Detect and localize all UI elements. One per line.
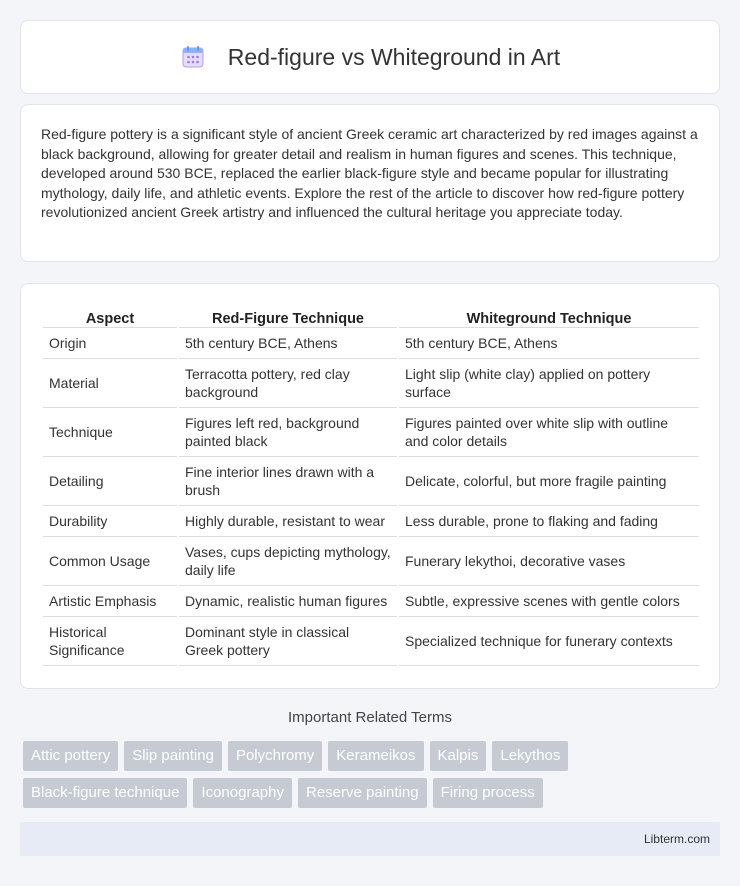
table-cell: Fine interior lines drawn with a brush <box>179 457 397 506</box>
intro-card <box>20 104 720 262</box>
table-cell: Specialized technique for funerary contexts <box>399 617 699 666</box>
column-header: Red-Figure Technique <box>179 304 397 328</box>
table-cell: Highly durable, resistant to wear <box>179 506 397 537</box>
tag-row <box>23 778 723 808</box>
table-cell: Detailing <box>43 457 177 506</box>
table-row <box>43 506 699 537</box>
table-cell: Dominant style in classical Greek pottery <box>179 617 397 666</box>
table-cell: Common Usage <box>43 537 177 586</box>
table-cell: Figures left red, background painted black <box>179 408 397 457</box>
tag-kalpis[interactable]: Kalpis <box>430 741 487 771</box>
tag-slip-painting[interactable]: Slip painting <box>124 741 222 771</box>
table-cell: Artistic Emphasis <box>43 586 177 617</box>
table-cell: Delicate, colorful, but more fragile painting <box>399 457 699 506</box>
footer-brand[interactable]: Libterm.com <box>643 832 710 846</box>
table-row <box>43 408 699 457</box>
table-cell: Figures painted over white slip with outline and color details <box>399 408 699 457</box>
table-cell: 5th century BCE, Athens <box>399 328 699 359</box>
table-cell: 5th century BCE, Athens <box>179 328 397 359</box>
table-row <box>43 537 699 586</box>
comparison-table <box>41 304 701 666</box>
related-terms-title: Important Related Terms <box>288 709 452 726</box>
table-cell: Less durable, prone to flaking and fading <box>399 506 699 537</box>
table-cell: Light slip (white clay) applied on pottery surface <box>399 359 699 408</box>
tag-row <box>23 741 723 771</box>
comparison-table-card <box>20 283 720 689</box>
table-cell: Technique <box>43 408 177 457</box>
tag-black-figure-technique[interactable]: Black-figure technique <box>23 778 187 808</box>
table-row <box>43 359 699 408</box>
tag-attic-pottery[interactable]: Attic pottery <box>23 741 118 771</box>
table-row <box>43 586 699 617</box>
footer <box>20 822 720 856</box>
table-cell: Origin <box>43 328 177 359</box>
page-title: Red-figure vs Whiteground in Art <box>227 43 561 70</box>
table-row <box>43 328 699 359</box>
tag-polychromy[interactable]: Polychromy <box>228 741 322 771</box>
table-cell: Terracotta pottery, red clay background <box>179 359 397 408</box>
column-header: Whiteground Technique <box>399 304 699 328</box>
column-header: Aspect <box>43 304 177 328</box>
related-terms-tags <box>23 741 723 815</box>
tag-reserve-painting[interactable]: Reserve painting <box>298 778 427 808</box>
table-cell: Material <box>43 359 177 408</box>
table-cell: Subtle, expressive scenes with gentle colors <box>399 586 699 617</box>
table-row <box>43 457 699 506</box>
tag-firing-process[interactable]: Firing process <box>433 778 543 808</box>
table-cell: Dynamic, realistic human figures <box>179 586 397 617</box>
table-header-row <box>43 304 699 328</box>
tag-lekythos[interactable]: Lekythos <box>492 741 568 771</box>
header-card <box>20 20 720 94</box>
calendar-grid-icon <box>180 44 206 70</box>
table-cell: Vases, cups depicting mythology, daily life <box>179 537 397 586</box>
table-cell: Durability <box>43 506 177 537</box>
intro-paragraph: Red-figure pottery is a significant style of ancient Greek ceramic art characterized by red images against a black background, allowing for greater detail and realism in human figures and scenes. This technique, developed around 530 BCE, replaced the earlier black-figure style and became popular for illustrating mythology, daily life, and athletic events. Explore the rest of the article to discover how red-figure pottery revolutionized ancient Greek artistry and influenced the cultural heritage you appreciate today. <box>41 126 698 221</box>
tag-iconography[interactable]: Iconography <box>193 778 292 808</box>
tag-kerameikos[interactable]: Kerameikos <box>328 741 423 771</box>
table-row <box>43 617 699 666</box>
table-cell: Historical Significance <box>43 617 177 666</box>
table-cell: Funerary lekythoi, decorative vases <box>399 537 699 586</box>
